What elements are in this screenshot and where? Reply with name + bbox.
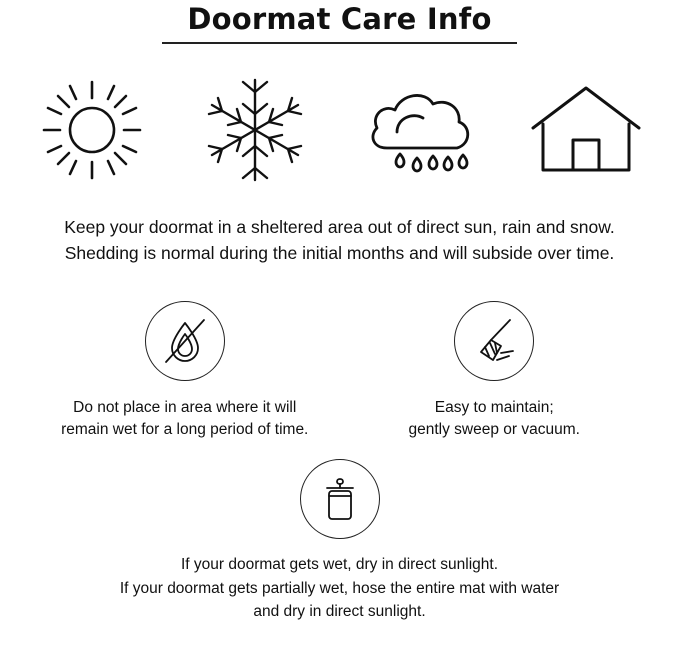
bottom-tip-line-3: and dry in direct sunlight.: [253, 602, 426, 620]
tip-sweep-line-2: gently sweep or vacuum.: [408, 420, 580, 438]
rain-cloud-icon: [361, 70, 479, 190]
tip-no-water-line-1: Do not place in area where it will: [73, 398, 297, 416]
tips-row: [0, 301, 679, 442]
tip-no-water: [35, 301, 335, 442]
tip-sweep-line-1: Easy to maintain;: [434, 398, 554, 416]
weather-icon-row: [0, 70, 679, 190]
bottom-tip-caption: [120, 553, 559, 623]
tip-no-water-caption: [61, 397, 308, 442]
bottom-tip: [0, 459, 679, 623]
bottom-tip-line-2: If your doormat gets partially wet, hose the entire mat with water: [119, 579, 560, 597]
snowflake-icon: [198, 70, 314, 190]
bottom-tip-line-1: If your doormat gets wet, dry in direct sunlight.: [180, 556, 499, 574]
house-icon: [527, 70, 645, 190]
no-water-icon: [145, 301, 225, 381]
page-title: Doormat Care Info: [187, 2, 492, 36]
tip-sweep-caption: [409, 397, 580, 442]
intro-line-1: Keep your doormat in a sheltered area out of direct sun, rain and snow.: [64, 217, 615, 237]
tip-sweep: [344, 301, 644, 442]
broom-icon: [454, 301, 534, 381]
sun-icon: [34, 70, 150, 190]
title-block: [0, 0, 679, 44]
hang-to-dry-icon: [300, 459, 380, 539]
intro-line-2: Shedding is normal during the initial months and will subside over time.: [64, 243, 615, 264]
tip-no-water-line-2: remain wet for a long period of time.: [61, 420, 309, 438]
intro-paragraph: [0, 214, 679, 267]
title-underline: [162, 42, 517, 44]
